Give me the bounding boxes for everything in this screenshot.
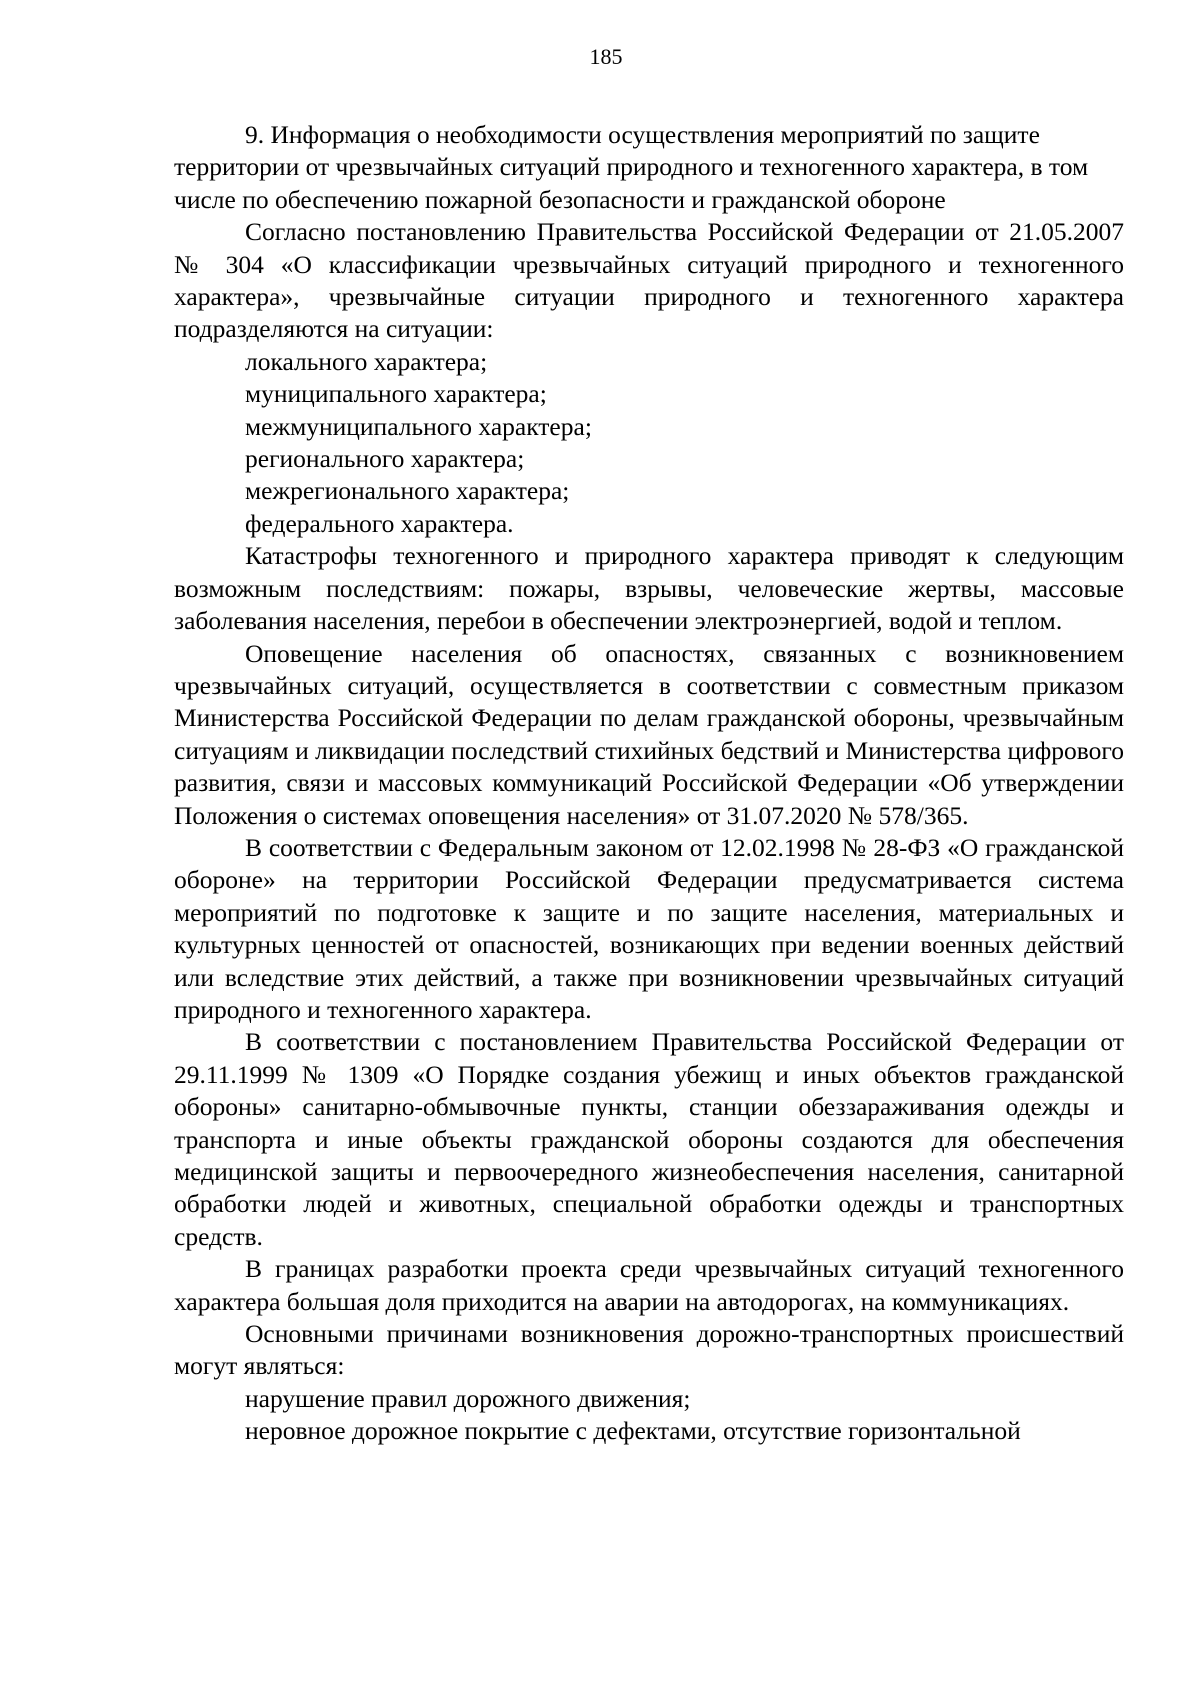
- page-number: 185: [589, 44, 623, 69]
- list-item: муниципального характера;: [245, 379, 547, 409]
- list-item: межмуниципального характера;: [245, 411, 592, 441]
- section-heading: 9. Информация о необходимости осуществления мероприятий по защите территории от чрезвычайных ситуаций природного и техногенного характера, в том числе по обеспечению пожарной безопасности и гражданской обороне: [174, 120, 1089, 214]
- list-item: нарушение правил дорожного движения;: [245, 1383, 691, 1413]
- list-item: федерального характера.: [245, 508, 514, 538]
- list-item: регионального характера;: [245, 444, 525, 474]
- paragraph-notification: Оповещение населения об опасностях, связанных с возникновением чрезвычайных ситуаций, осуществляется в соответствии с совместным приказом Министерства Российской Федерации по делам гражданской обороны, чрезвычайным ситуациям и ликвидации последствий стихийных бедствий и Министерства цифрового развития, связи и массовых коммуникаций Российской Федерации «Об утверждении Положения о системах оповещения населения» от 31.07.2020 № 578/365.: [174, 638, 1124, 830]
- paragraph-shelters-decree: В соответствии с постановлением Правительства Российской Федерации от 29.11.1999 № 1309 «О Порядке создания убежищ и иных объектов гражданской обороны» санитарно-обмывочные пункты, станции обеззараживания одежды и транспорта и иные объекты гражданской обороны создаются для обеспечения медицинской защиты и первоочередного жизнеобеспечения населения, санитарной обработки людей и животных, специальной обработки одежды и транспортных средств.: [174, 1027, 1124, 1251]
- list-item: неровное дорожное покрытие с дефектами, отсутствие горизонтальной: [245, 1416, 1021, 1446]
- list-item: локального характера;: [245, 346, 488, 376]
- paragraph-classification-intro: Согласно постановлению Правительства Российской Федерации от 21.05.2007 № 304 «О классификации чрезвычайных ситуаций природного и техногенного характера», чрезвычайные ситуации природного и техногенного характера подразделяются на ситуации:: [174, 217, 1124, 344]
- paragraph-accident-causes: Основными причинами возникновения дорожно-транспортных происшествий могут являться:: [174, 1319, 1124, 1381]
- paragraph-consequences: Катастрофы техногенного и природного характера приводят к следующим возможным последствиям: пожары, взрывы, человеческие жертвы, массовые заболевания населения, перебои в обеспечении электроэнергией, водой и теплом.: [174, 541, 1124, 636]
- paragraph-project-boundaries: В границах разработки проекта среди чрезвычайных ситуаций техногенного характера большая доля приходится на аварии на автодорогах, на коммуникациях.: [174, 1254, 1124, 1316]
- paragraph-civil-defense-law: В соответствии с Федеральным законом от 12.02.1998 № 28-ФЗ «О гражданской обороне» на территории Российской Федерации предусматривается система мероприятий по подготовке к защите и по защите населения, материальных и культурных ценностей от опасностей, возникающих при ведении военных действий или вследствие этих действий, а также при возникновении чрезвычайных ситуаций природного и техногенного характера.: [174, 832, 1124, 1024]
- list-item: межрегионального характера;: [245, 476, 570, 506]
- document-body: [174, 119, 1124, 1448]
